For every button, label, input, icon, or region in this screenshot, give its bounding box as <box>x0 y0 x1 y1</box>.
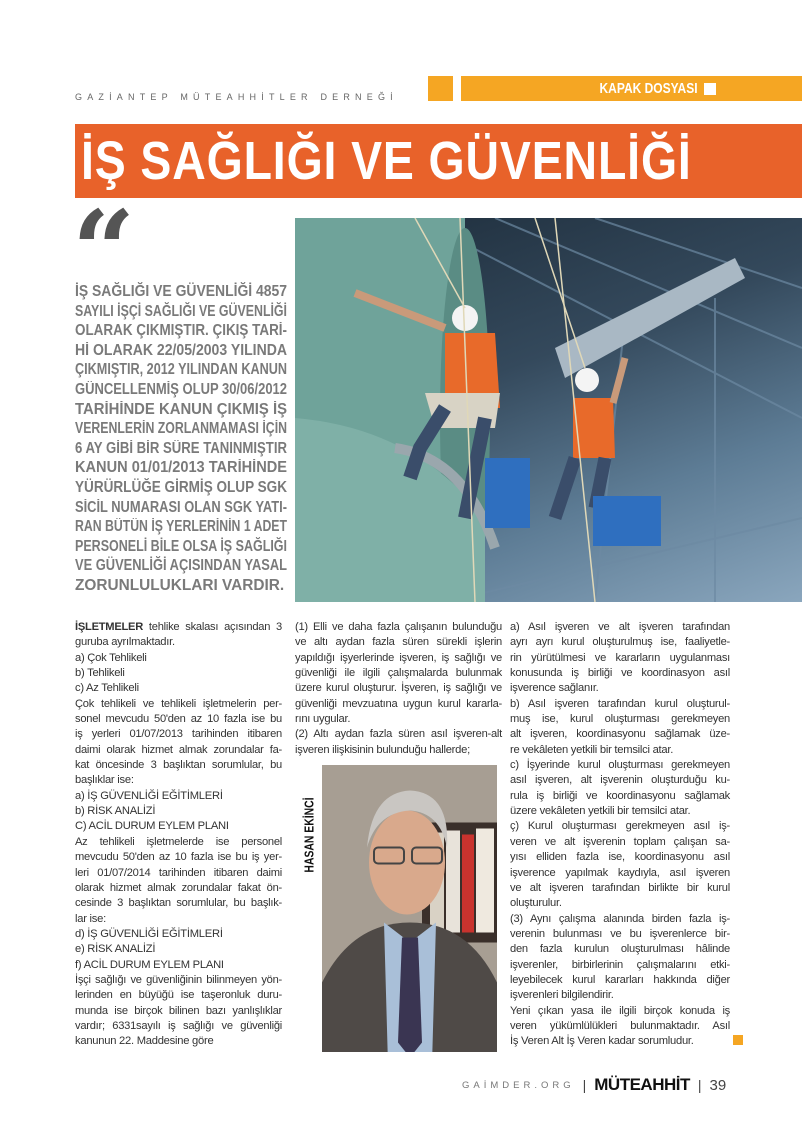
paragraph <box>75 942 282 957</box>
article-title-bar <box>75 124 802 198</box>
paragraph <box>75 958 282 973</box>
square-icon <box>704 83 716 95</box>
paragraph <box>510 620 730 697</box>
separator: | <box>582 1077 587 1093</box>
text-line: den fazla kurulun oluşturulması hâlinde <box>510 943 730 956</box>
text-line: konusunda iş birliği ve koordinasyon asıl <box>510 667 730 680</box>
quote-mark-icon: “ <box>72 196 136 276</box>
text-line: lar ise: <box>75 912 106 925</box>
organization-name: GAZİANTEP MÜTEAHHİTLER DERNEĞİ <box>75 92 398 102</box>
intro-line: SAYILI İŞÇİ SAĞLIĞI VE GÜVENLİĞİ <box>75 302 287 320</box>
lead-word: İŞLETMELER <box>75 621 144 633</box>
text-line: yısı elliden fazla ise, koordinasyonu asıl <box>510 851 730 864</box>
paragraph <box>75 789 282 804</box>
text-line: leri 01/07/2014 tarihinden itibaren daimi <box>75 866 282 879</box>
end-of-article-square <box>733 1035 743 1045</box>
intro-line: Hİ OLARAK 22/05/2003 YILINDA <box>75 341 287 359</box>
intro-line: VE GÜVENLİĞİ AÇISINDAN YASAL <box>75 557 287 575</box>
portrait-photo <box>322 765 497 1052</box>
text-line: b) Asıl işveren tarafından kurul oluşturul- <box>510 697 730 710</box>
text-line: kat öncesinde 3 başlıktan sorumlular, bu <box>75 759 282 772</box>
text-line <box>75 620 282 635</box>
text-column-3 <box>510 620 730 1050</box>
paragraph <box>75 927 282 942</box>
text-line: asıl işveren, alt işverenin oluşturduğu ku- <box>510 774 730 787</box>
text-line: üzere vekâleten yetkili bir temsilci atar. <box>510 805 691 818</box>
text-line: re vekâleten yetkili bir temsilci atar. <box>510 743 674 756</box>
section-label: KAPAK DOSYASI <box>599 80 698 97</box>
text-line: (2) Altı aydan fazla süren asıl işveren-alt <box>295 728 502 741</box>
text-line: İşçi sağlığı ve güvenliğinin bilinmeyen yön- <box>75 973 282 986</box>
paragraph <box>510 819 730 911</box>
intro-line: TARİHİNDE KANUN ÇIKMIŞ İŞ <box>75 400 287 418</box>
text-line: f) ACİL DURUM EYLEM PLANI <box>75 958 224 971</box>
text-line: işveren ilişkisinin bulunduğu hallerde; <box>295 743 470 756</box>
text-column-2 <box>295 620 502 758</box>
text-line: güvenliği mevzuatına uygun kurul kararla- <box>295 697 502 710</box>
paragraph <box>75 666 282 681</box>
paragraph <box>75 973 282 1050</box>
text-line: yapıldığı işyerlerinde işveren, iş sağlığı ve <box>295 651 502 664</box>
paragraph <box>75 620 282 651</box>
text-line: d) İŞ GÜVENLİĞİ EĞİTİMLERİ <box>75 927 223 940</box>
text-line: ve alt işveren tarafından birlikte bir kurul <box>510 881 730 894</box>
text-line: üzere kurul oluşturur. İşveren, iş sağlığı ve <box>295 682 502 695</box>
section-label-bar <box>461 76 802 101</box>
paragraph <box>510 1004 730 1050</box>
text-line: c) İşyerinde kurul oluşturması gerekmeyen <box>510 759 730 772</box>
paragraph <box>510 758 730 819</box>
text-line: b) RİSK ANALİZİ <box>75 805 156 818</box>
page-footer <box>462 1075 726 1095</box>
intro-line: İŞ SAĞLIĞI VE GÜVENLİĞİ 4857 <box>75 283 287 300</box>
text-line: başlıklar ise: <box>75 774 134 787</box>
text-line: güvenliği ile ilgili çalışmalarda bulunmak <box>295 667 502 680</box>
text-line: veren ve alt işverenin toplam çalışan sa- <box>510 835 730 848</box>
paragraph <box>75 651 282 666</box>
separator: | <box>697 1077 702 1093</box>
text-line: a) Asıl işveren ve alt işveren tarafından <box>510 621 730 633</box>
text-line: alt işveren, koordinasyonu sağlamak üze- <box>510 728 730 741</box>
text-line: e) RİSK ANALİZİ <box>75 943 156 956</box>
text-line: vardır; 6331sayılı iş sağlığı ve güvenliği <box>75 1019 282 1032</box>
paragraph <box>75 804 282 819</box>
paragraph <box>75 819 282 834</box>
paragraph <box>295 727 502 758</box>
text-line: İş Veren Alt İş Veren kadar sorumludur. <box>510 1035 694 1048</box>
text-line: veren yükümlülükleri bulunmaktadır. Asıl <box>510 1019 730 1032</box>
page-number: 39 <box>709 1076 727 1094</box>
text-line: a) İŞ GÜVENLİĞİ EĞİTİMLERİ <box>75 789 223 802</box>
text-line: verenin bulunması ve bu işverenlerce bir- <box>510 927 730 940</box>
article-title: İŞ SAĞLIĞI VE GÜVENLİĞİ <box>81 131 692 191</box>
intro-line: SİCİL NUMARASI OLAN SGK YATI- <box>75 498 287 516</box>
website-link[interactable]: GAİMDER.ORG <box>462 1079 575 1091</box>
text-line: (1) Elli ve daha fazla çalışanın bulunduğu <box>295 621 502 633</box>
paragraph <box>510 697 730 758</box>
paragraph <box>75 681 282 696</box>
intro-line: ÇIKMIŞTIR, 2012 YILINDAN KANUN <box>75 361 287 379</box>
text-line: oluşturulur. <box>510 897 562 910</box>
portrait-caption <box>298 790 320 880</box>
paragraph <box>510 912 730 1004</box>
intro-line: GÜNCELLENMİŞ OLUP 30/06/2012 <box>75 380 287 398</box>
text-line: sonel mevcudu 50'den az 10 fazla ise bu <box>75 713 282 726</box>
text-line: rula iş birliği ve koordinasyonu sağlamak <box>510 789 730 802</box>
intro-line: KANUN 01/01/2013 TARİHİNDE <box>75 459 287 477</box>
text-line: munda ise birçok bilinen bazı yanlışlıklar <box>75 1004 282 1017</box>
text-line: (3) Aynı çalışma alanında birden fazla iş- <box>510 912 730 925</box>
text-line: muş ise, kurul oluşturması gerekmeyen <box>510 713 730 726</box>
person-name: HASAN EKİNCİ <box>301 797 317 873</box>
text-line: rin yürütülmesi ve kararların uygulanması <box>510 651 730 664</box>
intro-line: ZORUNLULUKLARI VARDIR. <box>75 576 285 594</box>
intro-line: 6 AY GİBİ BİR SÜRE TANINMIŞTIR <box>75 439 287 457</box>
text-line: Az tehlikeli işletmelerde ise personel <box>75 835 282 848</box>
text-line: mevcudu 50'den az 10 fazla ise bu iş yer- <box>75 851 282 864</box>
text-line: ayrı ayrı kurul oluşturulmuş ise, faaliyetle- <box>510 636 730 649</box>
text-line: Çok tehlikeli ve tehlikeli işletmelerin per- <box>75 697 282 710</box>
text-span: tehlike skalası açısından 3 <box>143 621 282 633</box>
text-line: Yeni çıkan yasa ile ilgili birçok konuda iş <box>510 1004 730 1017</box>
workers-photo <box>295 218 802 602</box>
text-line: lerinden en büyüğü ise taşeronluk duru- <box>75 989 282 1002</box>
intro-pullquote <box>75 282 290 596</box>
text-line: işverenleri bilgilendirir. <box>510 989 614 1002</box>
text-line: kanunun 22. Maddesine göre <box>75 1035 214 1048</box>
text-line: a) Çok Tehlikeli <box>75 651 147 664</box>
text-line: ç) Kurul oluşturması gerekmeyen asıl iş- <box>510 820 730 833</box>
text-line: daimi olarak hizmet almak zorundalar fa- <box>75 743 282 756</box>
intro-line: VERENLERİN ZORLANMAMASI İÇİN <box>75 420 287 438</box>
magazine-logo: MÜTEAHHİT <box>594 1075 690 1094</box>
text-line: guruba ayrılmaktadır. <box>75 636 175 649</box>
text-line: iş yerleri 01/07/2013 tarihinden itibaren <box>75 728 282 741</box>
text-line: b) Tehlikeli <box>75 667 125 680</box>
text-line: C) ACİL DURUM EYLEM PLANI <box>75 820 229 833</box>
text-line: c) Az Tehlikeli <box>75 682 139 695</box>
text-line: ve altı aydan fazla süren sürekli işlerin <box>295 636 502 649</box>
paragraph <box>75 697 282 789</box>
intro-line: RAN BÜTÜN İŞ YERLERİNİN 1 ADET <box>75 518 287 536</box>
intro-line: OLARAK ÇIKMIŞTIR. ÇIKIŞ TARİ- <box>75 322 287 340</box>
text-line: leyebilecek kurul kararları hakkında diğer <box>510 973 730 986</box>
text-line: işverenler, birbirlerinin çalışmalarını etki- <box>510 958 730 971</box>
paragraph <box>75 835 282 927</box>
text-line: işverence yapılmak kaydıyla, asıl işveren <box>510 866 730 879</box>
text-line: rını uygular. <box>295 713 351 726</box>
paragraph <box>295 620 502 727</box>
text-line: cesinde 3 başlıktan sorumlular, bu başlık- <box>75 897 282 910</box>
text-line: olarak hizmet almak zorundalar fakat ön- <box>75 881 282 894</box>
decorative-square <box>428 76 453 101</box>
text-line: işverence sağlanır. <box>510 682 599 695</box>
intro-line: YÜRÜRLÜĞE GİRMİŞ OLUP SGK <box>75 478 287 496</box>
text-column-1 <box>75 620 282 1050</box>
intro-line: PERSONELİ BİLE OLSA İŞ SAĞLIĞI <box>75 537 287 555</box>
